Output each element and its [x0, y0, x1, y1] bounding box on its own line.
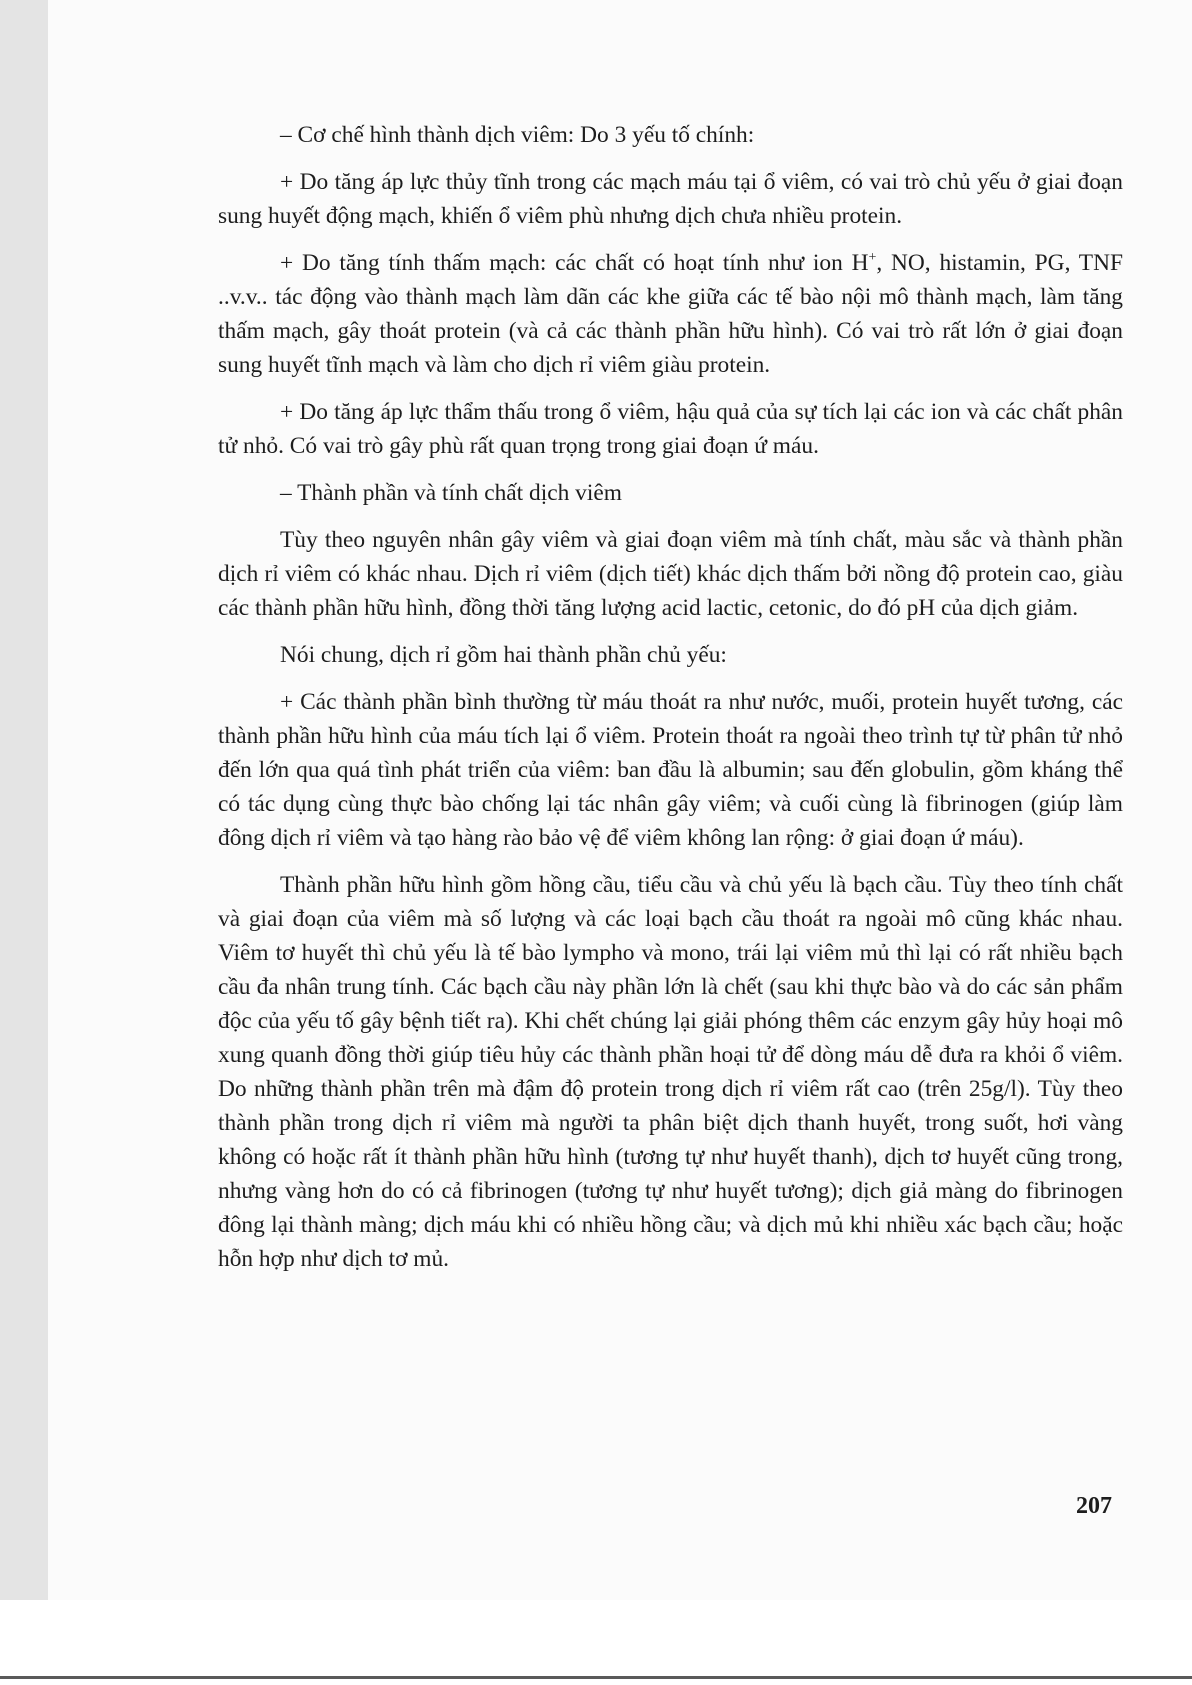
mechanism-permeability-text-start: + Do tăng tính thấm mạch: các chất có hoạt tính như ion H — [280, 250, 869, 276]
formed-elements-paragraph: Thành phần hữu hình gồm hồng cầu, tiểu cầu và chủ yếu là bạch cầu. Tùy theo tính chất và giai đoạn của viêm mà số lượng và các loại bạch cầu thoát ra ngoài mô cũng khác nhau. Viêm tơ huyết thì chủ yếu là tế bào lympho và mono, trái lại viêm mủ thì lại có rất nhiều bạch cầu đa nhân trung tính. Các bạch cầu này phần lớn là chết (sau khi thực bào và do các sản phẩm độc của yếu tố gây bệnh tiết ra). Khi chết chúng lại giải phóng thêm các enzym gây hủy hoại mô xung quanh đồng thời giúp tiêu hủy các thành phần hoại tử để dòng máu dễ đưa ra khỏi ổ viêm. Do những thành phần trên mà đậm độ protein trong dịch rỉ viêm rất cao (trên 25g/l). Tùy theo thành phần trong dịch rỉ viêm mà người ta phân biệt dịch thanh huyết, trong suốt, hơi vàng không có hoặc rất ít thành phần hữu hình (tương tự như huyết thanh), dịch tơ huyết cũng trong, nhưng vàng hơn do có cả fibrinogen (tương tự như huyết tương); dịch giả màng do fibrinogen đông lại thành màng; dịch máu khi có nhiều hồng cầu; và dịch mủ khi nhiều xác bạch cầu; hoặc hỗn hợp như dịch tơ mủ. — [218, 872, 1123, 1272]
mechanism-heading: – Cơ chế hình thành dịch viêm: Do 3 yếu tố chính: — [280, 122, 755, 148]
book-page — [48, 0, 1192, 1600]
mechanism-permeability-paragraph — [218, 246, 1123, 382]
composition-heading: – Thành phần và tính chất dịch viêm — [280, 480, 622, 506]
scan-left-margin — [0, 0, 48, 1600]
mechanism-osmotic-paragraph: + Do tăng áp lực thẩm thấu trong ổ viêm, hậu quả của sự tích lại các ion và các chất phân tử nhỏ. Có vai trò gây phù rất quan trọng trong giai đoạn ứ máu. — [218, 399, 1123, 459]
normal-components-paragraph: + Các thành phần bình thường từ máu thoát ra như nước, muối, protein huyết tương, các thành phần hữu hình của máu tích lại ổ viêm. Protein thoát ra ngoài theo trình tự từ phân tử nhỏ đến lớn qua quá tình phát triển của viêm: ban đầu là albumin; sau đến globulin, gồm kháng thể có tác dụng cùng thực bào chống lại tác nhân gây viêm; và cuối cùng là fibrinogen (giúp làm đông dịch rỉ viêm và tạo hàng rào bảo vệ để viêm không lan rộng: ở giai đoạn ứ máu). — [218, 689, 1123, 851]
mechanism-hydrostatic-paragraph: + Do tăng áp lực thủy tĩnh trong các mạch máu tại ổ viêm, có vai trò chủ yếu ở giai đoạn sung huyết động mạch, khiến ổ viêm phù nhưng dịch chưa nhiều protein. — [218, 169, 1123, 229]
scan-bottom-margin — [0, 1600, 1192, 1685]
mechanism-permeability-text-end: , NO, histamin, PG, TNF ..v.v.. tác động vào thành mạch làm dãn các khe giữa các tế bào nội mô thành mạch, làm tăng thấm mạch, gây thoát protein (và cả các thành phần hữu hình). Có vai trò rất lớn ở giai đoạn sung huyết tĩnh mạch và làm cho dịch rỉ viêm giàu protein. — [218, 250, 1123, 378]
composition-paragraph: Tùy theo nguyên nhân gây viêm và giai đoạn viêm mà tính chất, màu sắc và thành phần dịch rỉ viêm có khác nhau. Dịch rỉ viêm (dịch tiết) khác dịch thấm bởi nồng độ protein cao, giàu các thành phần hữu hình, đồng thời tăng lượng acid lactic, cetonic, do đó pH của dịch giảm. — [218, 527, 1123, 621]
page-body — [218, 118, 1123, 1289]
general-components-paragraph: Nói chung, dịch rỉ gồm hai thành phần chủ yếu: — [280, 642, 727, 668]
hydrogen-ion-superscript: + — [868, 250, 877, 266]
bottom-divider — [0, 1676, 1192, 1679]
page-number: 207 — [1076, 1493, 1112, 1519]
